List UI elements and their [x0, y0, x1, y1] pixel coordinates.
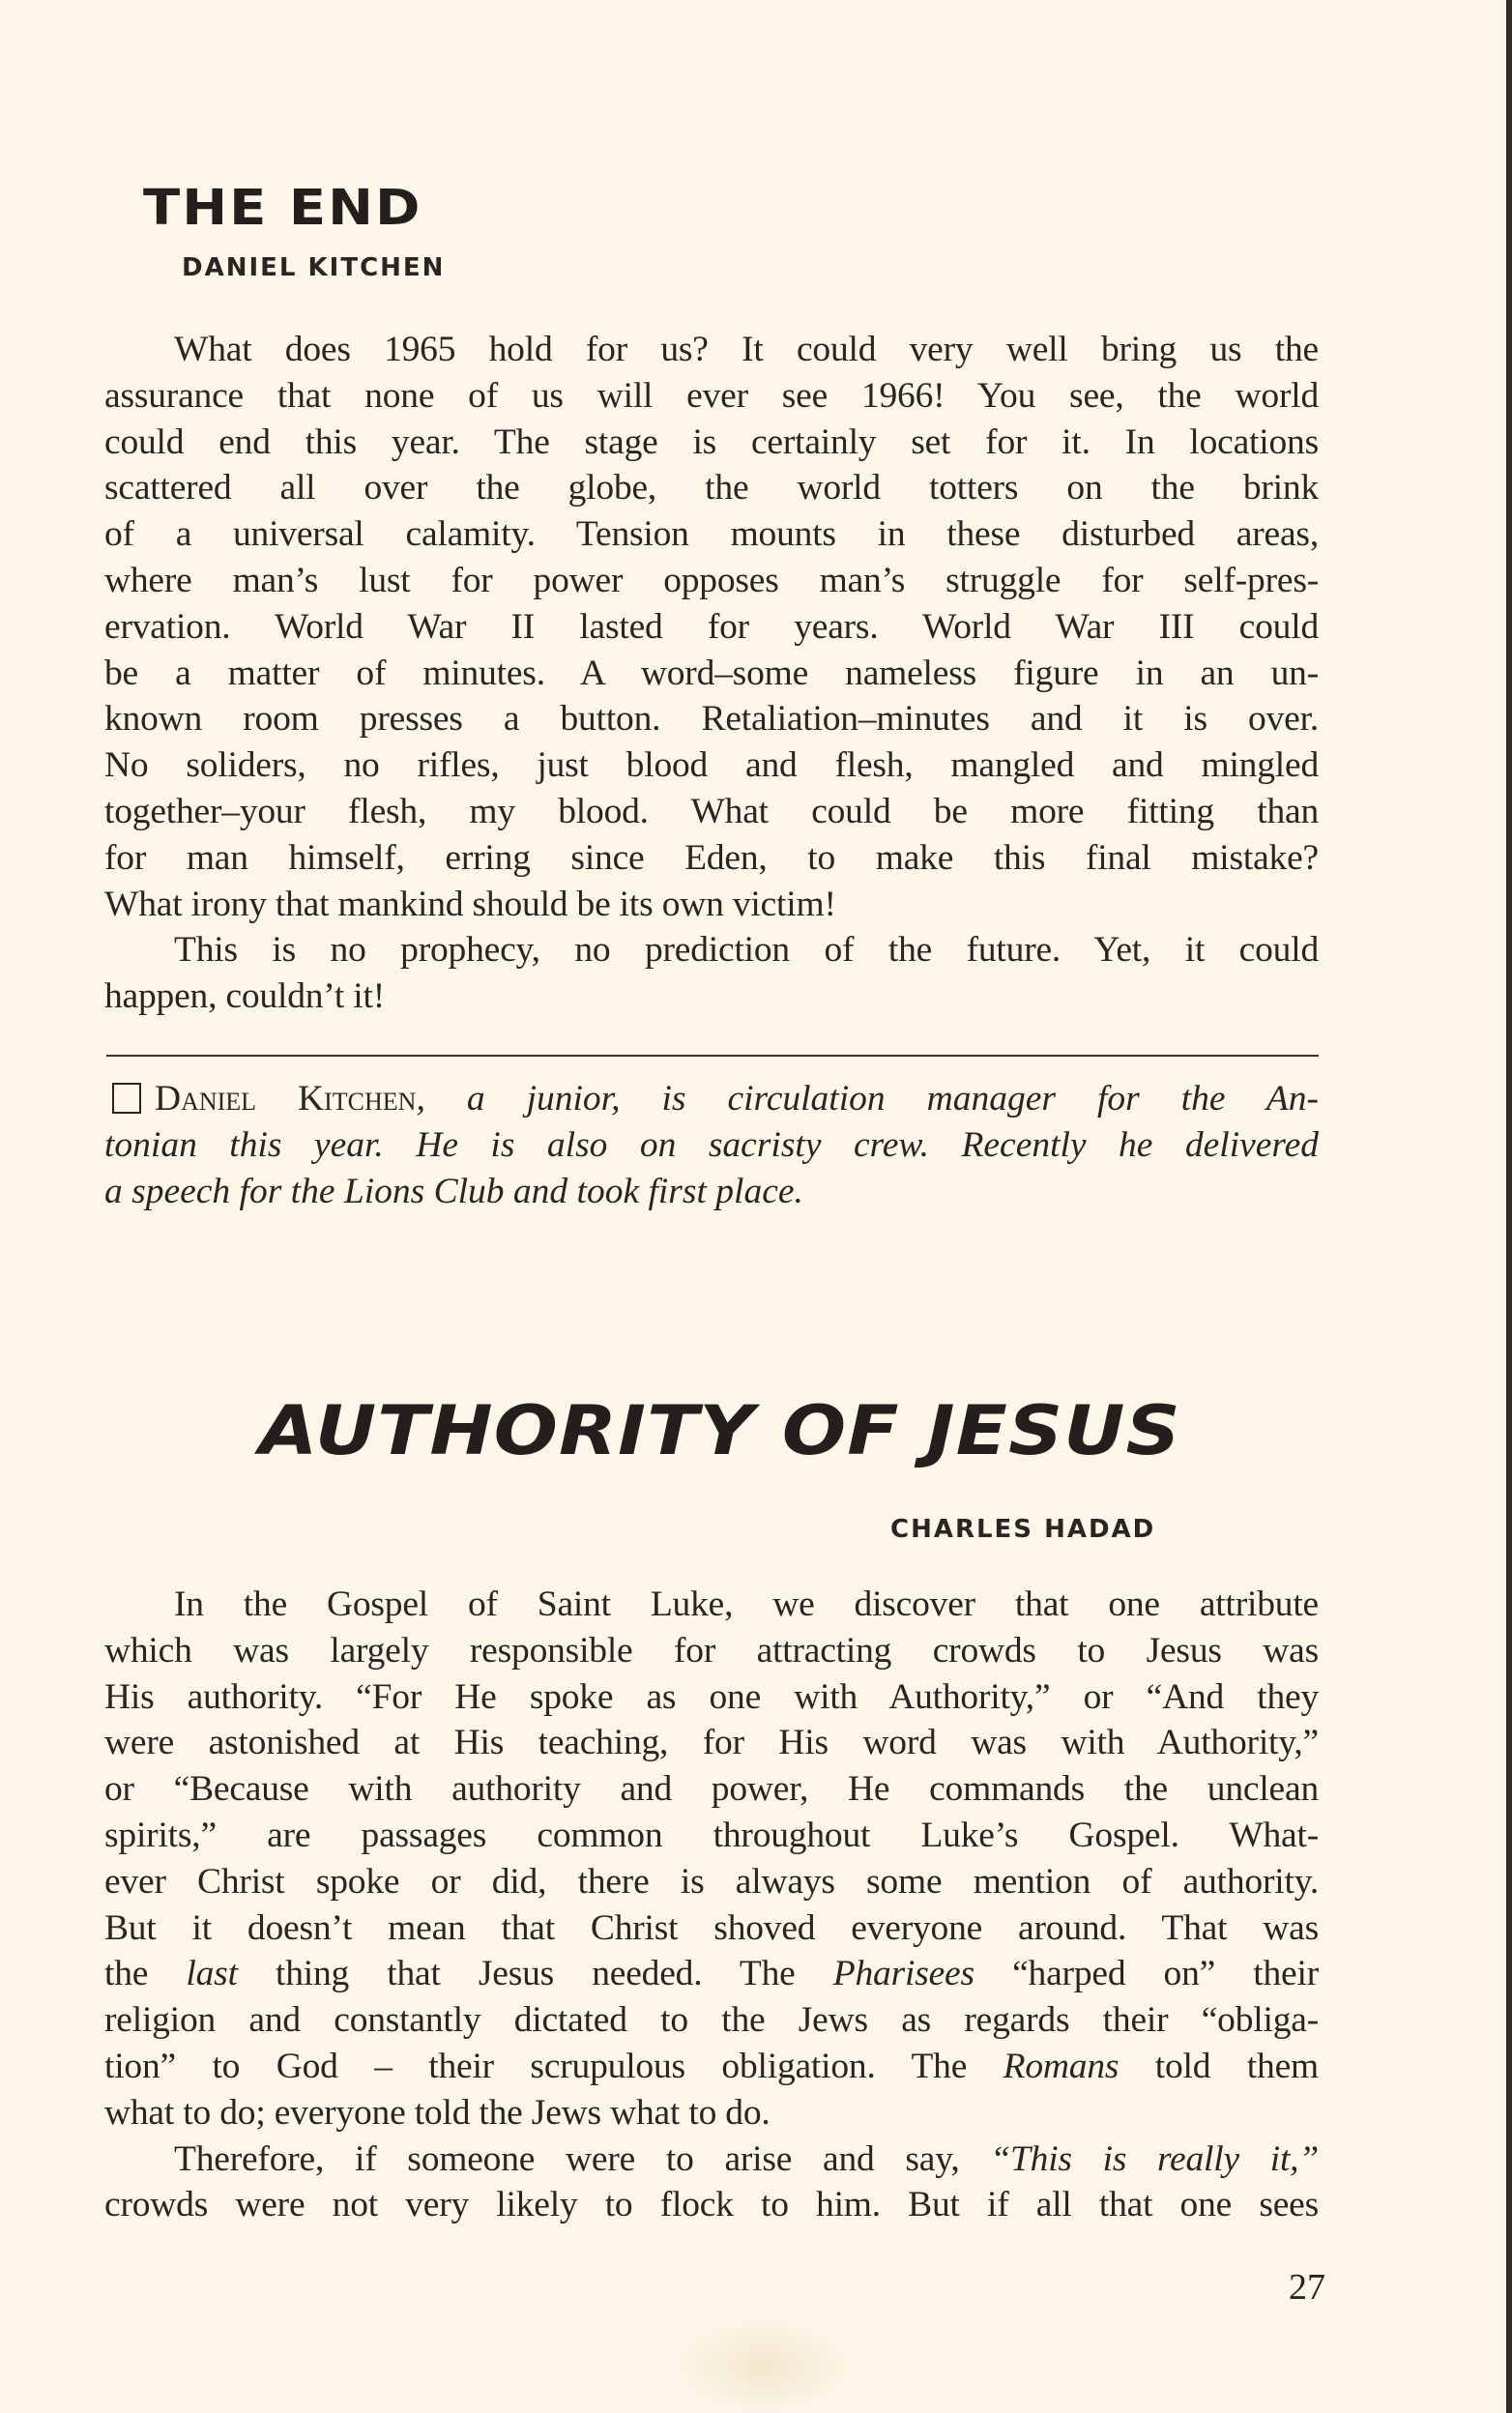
text-line — [104, 2044, 1319, 2090]
text-line: for man himself, erring since Eden, to make this final mistake? — [104, 837, 1319, 878]
text-line: ervation. World War II lasted for years. World War III could — [104, 606, 1319, 647]
text-line: scattered all over the globe, the world totters on the brink — [104, 468, 1319, 509]
text-line: happen, couldn’t it! — [104, 976, 386, 1017]
byline-daniel-kitchen: DANIEL KITCHEN — [182, 253, 446, 282]
text-line: where man’s lust for power opposes man’s struggle for self-pres- — [104, 560, 1319, 600]
text-line: or “Because with authority and power, He commands the unclean — [104, 1769, 1319, 1810]
section-divider — [106, 1055, 1319, 1057]
text-line: What irony that mankind should be its own victim! — [104, 884, 836, 924]
text-line: were astonished at His teaching, for His word was with Authority,” — [104, 1723, 1319, 1763]
text-line — [104, 1951, 1319, 1997]
text-line: of a universal calamity. Tension mounts in these disturbed areas, — [104, 514, 1319, 555]
text-line: crowds were not very likely to flock to him. But if all that one sees — [104, 2185, 1319, 2225]
text-line: religion and constantly dictated to the Jews as regards their “obliga- — [104, 2000, 1319, 2041]
bio-text: , a junior, is circulation manager for the An- — [416, 1079, 1319, 1119]
text-line: In the Gospel of Saint Luke, we discover that one attribute — [174, 1584, 1319, 1624]
page-number: 27 — [1289, 2267, 1325, 2308]
text-line: This is no prophecy, no prediction of the future. Yet, it could — [174, 930, 1319, 971]
text-line: ever Christ spoke or did, there is always some mention of authority. — [104, 1861, 1319, 1902]
text-run: Therefore, if someone were to arise and say, — [174, 2138, 991, 2179]
text-run: the — [104, 1954, 187, 1994]
text-line: assurance that none of us will ever see 1966! You see, the world — [104, 375, 1319, 416]
text-line: spirits,” are passages common throughout Luke’s Gospel. What- — [104, 1815, 1319, 1855]
text-run: thing that Jesus needed. The — [237, 1954, 833, 1994]
page-edge — [1506, 0, 1512, 2413]
text-line — [104, 2137, 1319, 2183]
text-line: could end this year. The stage is certainly set for it. In locations — [104, 422, 1319, 462]
byline-charles-hadad: CHARLES HADAD — [890, 1515, 1156, 1544]
text-line: No soliders, no rifles, just blood and flesh, mangled and mingled — [104, 745, 1319, 786]
article-body-the-end — [104, 327, 1319, 1020]
paper-stain — [677, 2320, 851, 2413]
bio-line — [104, 1075, 1319, 1121]
text-run: “harped on” their — [974, 1954, 1319, 1994]
text-line: be a matter of minutes. A word–some nameless figure in an un- — [104, 653, 1319, 693]
text-line: What does 1965 hold for us? It could very well bring us the — [174, 330, 1319, 369]
emphasis-last: last — [186, 1954, 238, 1994]
text-run: told them — [1119, 2046, 1319, 2086]
text-line: His authority. “For He spoke as one with Authority,” or “And they — [104, 1676, 1319, 1717]
text-line: which was largely responsible for attracting crowds to Jesus was — [104, 1630, 1319, 1671]
emphasis-quote: “This is really it,” — [990, 2138, 1319, 2179]
bio-line: a speech for the Lions Club and took first place. — [104, 1171, 803, 1211]
article-title-authority-of-jesus: AUTHORITY OF JESUS — [259, 1392, 1181, 1470]
text-line: together–your flesh, my blood. What could be more fitting than — [104, 791, 1319, 831]
article-title-the-end: THE END — [143, 180, 422, 237]
bio-name: Daniel Kitchen — [155, 1079, 417, 1119]
article-body-authority — [104, 1582, 1319, 2228]
emphasis-pharisees: Pharisees — [832, 1954, 974, 1994]
text-line: known room presses a button. Retaliation–minutes and it is over. — [104, 699, 1319, 740]
bullet-box-icon — [112, 1083, 141, 1114]
text-run: tion” to God – their scrupulous obligation. The — [104, 2046, 1003, 2086]
author-bio — [104, 1075, 1319, 1213]
text-line: But it doesn’t mean that Christ shoved everyone around. That was — [104, 1907, 1319, 1948]
text-line: what to do; everyone told the Jews what to do. — [104, 2092, 771, 2133]
emphasis-romans: Romans — [1003, 2046, 1119, 2086]
bio-line: tonian this year. He is also on sacristy crew. Recently he delivered — [104, 1124, 1319, 1165]
